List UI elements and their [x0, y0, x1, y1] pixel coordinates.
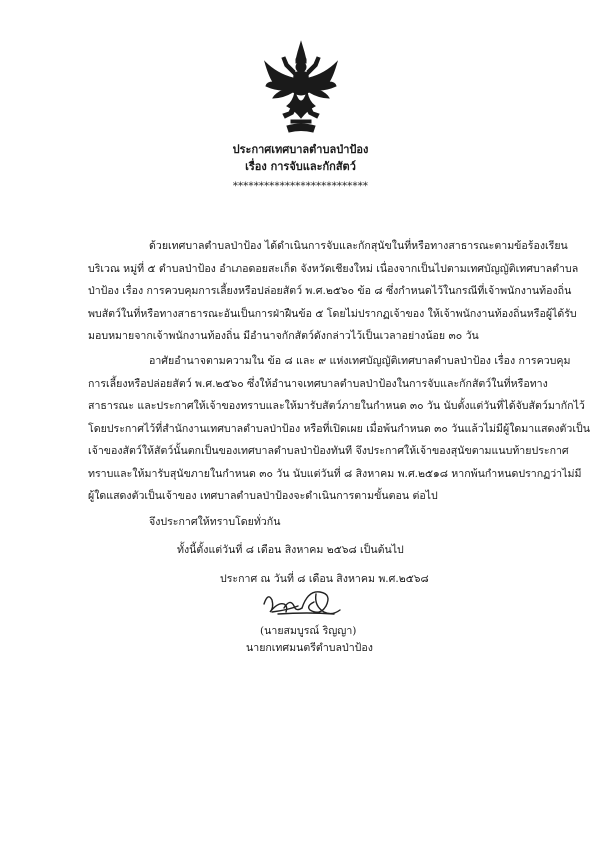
effective-date-line: ทั้งนี้ตั้งแต่วันที่ ๘ เดือน สิงหาคม ๒๕๖๘ เป็นต้นไป — [177, 544, 404, 556]
announcement-date-line: ประกาศ ณ วันที่ ๘ เดือน สิงหาคม พ.ศ.๒๕๖๘ — [220, 573, 429, 585]
signature-icon — [258, 582, 350, 622]
paragraph-1 — [88, 235, 579, 348]
paragraph-line: มอบหมายจากเจ้าพนักงานท้องถิ่น มีอำนาจกักสัตว์ดังกล่าวไว้เป็นเวลาอย่างน้อย ๓๐ วัน — [88, 330, 479, 342]
paragraph-line: อาศัยอำนาจตามความใน ข้อ ๘ และ ๙ แห่งเทศบัญญัติเทศบาลตำบลป่าป้อง เรื่อง การควบคุม — [149, 355, 571, 367]
announcement-title: ประกาศเทศบาลตำบลป่าป้อง — [232, 143, 369, 156]
paragraph-line: โดยประกาศไว้ที่สำนักงานเทศบาลตำบลป่าป้อง หรือที่เปิดเผย เมื่อพ้นกำหนด ๓๐ วันแล้วไม่มีผู้ใดมาแสดงตัวเป็น — [88, 422, 590, 435]
garuda-emblem-icon — [263, 40, 339, 138]
paragraph-line: ทราบและให้มารับสุนัขภายในกำหนด ๓๐ วัน นับแต่วันที่ ๘ สิงหาคม พ.ศ.๒๕๑๘ หากพ้นกำหนดปรากฏว่าไม่มี — [88, 467, 582, 480]
paragraph-line: ผู้ใดแสดงตัวเป็นเจ้าของ เทศบาลตำบลป่าป้องจะดำเนินการตามขั้นตอน ต่อไป — [88, 490, 438, 502]
signatory-position: นายกเทศมนตรีตำบลป่าป้อง — [246, 642, 373, 654]
paragraph-line: บริเวณ หมู่ที่ ๕ ตำบลป่าป้อง อำเภอดอยสะเก็ด จังหวัดเชียงใหม่ เนื่องจากเป็นไปตามเทศบัญญัติเทศบาลตำบล — [88, 262, 579, 275]
paragraph-line: พบสัตว์ในที่หรือทางสาธารณะอันเป็นการฝ่าฝืนข้อ ๕ โดยไม่ปรากฏเจ้าของ ให้เจ้าพนักงานท้องถิ่นหรือผู้ได้รับ — [88, 307, 577, 320]
paragraph-line: สาธารณะ และประกาศให้เจ้าของทราบและให้มารับสัตว์ภายในกำหนด ๓๐ วัน นับตั้งแต่วันที่ได้จับสัตว์มากักไว้ — [88, 400, 585, 412]
paragraph-line: เจ้าของสัตว์ให้สัตว์นั้นตกเป็นของเทศบาลตำบลป่าป้องทันที จึงประกาศให้เจ้าของสุนัขตามแนบท้ายประกาศ — [88, 445, 569, 457]
paragraph-line: การเลี้ยงหรือปล่อยสัตว์ พ.ศ.๒๕๖๐ ซึ่งให้อำนาจเทศบาลตำบลป่าป้องในการจับและกักสัตว์ในที่หรือทาง — [88, 377, 548, 390]
paragraph-2 — [88, 350, 590, 508]
title-separator: ************************** — [232, 181, 369, 192]
announcement-subject: เรื่อง การจับและกักสัตว์ — [245, 160, 356, 173]
paragraph-line: ด้วยเทศบาลตำบลป่าป้อง ได้ดำเนินการจับและกักสุนัขในที่หรือทางสาธารณะตามข้อร้องเรียน — [149, 240, 568, 252]
paragraph-line: ป่าป้อง เรื่อง การควบคุมการเลี้ยงหรือปล่อยสัตว์ พ.ศ.๒๕๖๐ ข้อ ๘ ซึ่งกำหนดไว้ในกรณีที่เจ้าพนักงานท้องถิ่น — [88, 285, 572, 297]
closing-line: จึงประกาศให้ทราบโดยทั่วกัน — [149, 516, 281, 528]
signatory-name: (นายสมบูรณ์ ริญญา) — [260, 625, 357, 637]
